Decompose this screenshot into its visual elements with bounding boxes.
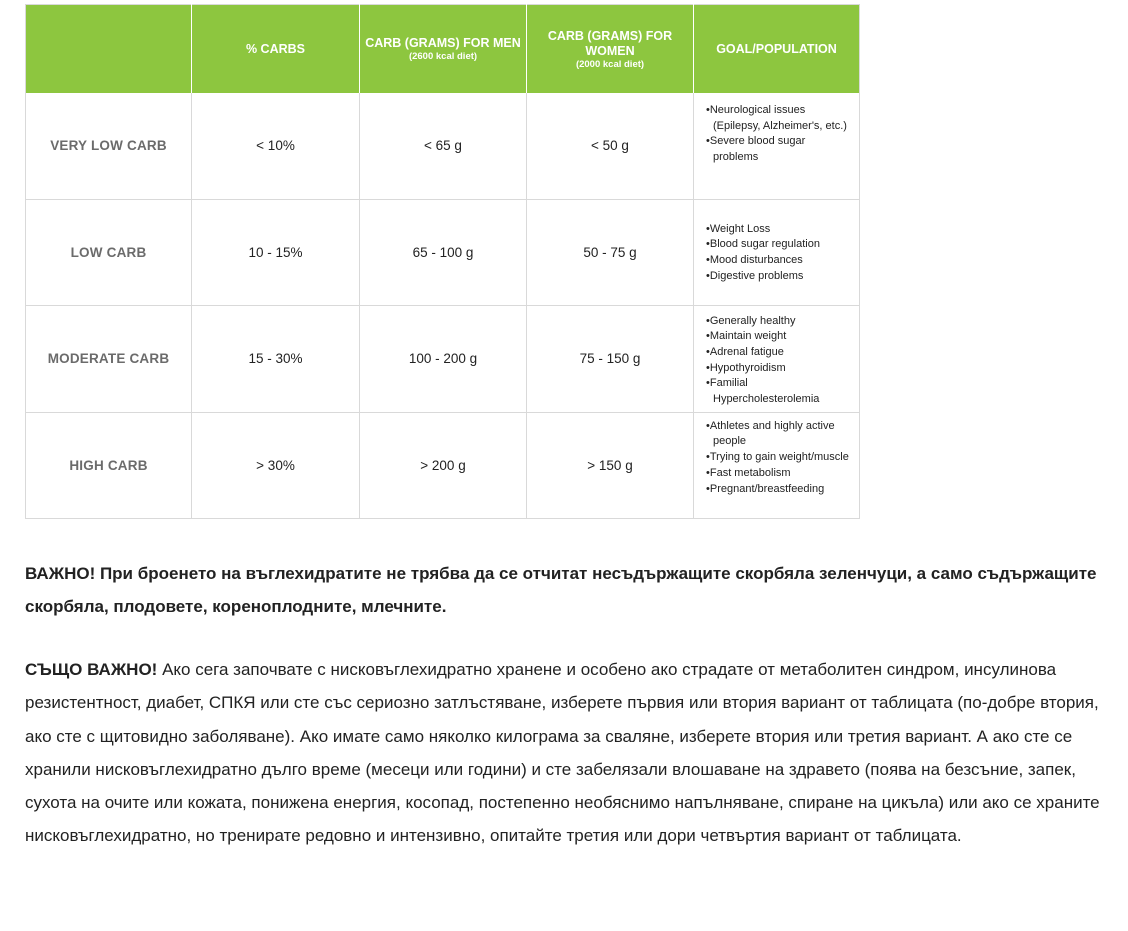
row-women-grams: > 150 g	[527, 412, 694, 518]
goal-item: • Trying to gain weight/muscle	[704, 450, 851, 466]
goal-item: • Digestive problems	[704, 269, 851, 285]
header-carb-women: CARB (GRAMS) FOR WOMEN (2000 kcal diet)	[527, 5, 694, 94]
also-important-label: СЪЩО ВАЖНО!	[25, 660, 158, 679]
goal-item: • Mood disturbances	[704, 253, 851, 269]
header-carb-women-subtitle: (2000 kcal diet)	[575, 58, 645, 70]
header-empty	[26, 5, 192, 94]
table-row	[26, 412, 860, 518]
row-percent: 10 - 15%	[192, 199, 360, 305]
row-women-grams: 50 - 75 g	[527, 199, 694, 305]
goal-item: • Blood sugar regulation	[704, 237, 851, 253]
goal-item: • Hypothyroidism	[704, 361, 851, 377]
row-men-grams: > 200 g	[360, 412, 527, 518]
row-level-label: HIGH CARB	[26, 412, 192, 518]
row-percent: < 10%	[192, 93, 360, 199]
goal-item: • Familial Hypercholesterolemia	[704, 376, 851, 407]
table-header-row	[26, 5, 860, 94]
row-men-grams: < 65 g	[360, 93, 527, 199]
also-important-note	[25, 653, 1115, 853]
row-percent: > 30%	[192, 412, 360, 518]
row-percent: 15 - 30%	[192, 305, 360, 412]
goal-item: • Maintain weight	[704, 329, 851, 345]
row-goals	[694, 412, 860, 518]
also-important-text: Ако сега започвате с нисковъглехидратно хранене и особено ако страдате от метаболитен синдром, инсулинова резистентност, диабет, СПКЯ или сте със сериозно затлъстяване, изберете първия или втория вариант от таблицата (по-добре втория, ако сте с щитовидно заболяване). Ако имате само няколко килограма за сваляне, изберете втория или третия вариант. А ако сте се хранили нисковъглехидратно дълго време (месеци или години) и сте забелязали влошаване на здравето (поява на безсъние, запек, сухота на очите или кожата, понижена енергия, косопад, постепенно необяснимо напълняване, спиране на цикъла) или ако се храните нисковъглехидратно, но тренирате редовно и интензивно, опитайте третия или дори четвъртия вариант от таблицата.	[25, 660, 1100, 846]
row-women-grams: < 50 g	[527, 93, 694, 199]
table-row	[26, 305, 860, 412]
goal-item: • Athletes and highly active people	[704, 419, 851, 450]
goal-item: • Fast metabolism	[704, 466, 851, 482]
header-carb-men-subtitle: (2600 kcal diet)	[408, 51, 478, 62]
header-carb-men: CARB (GRAMS) FOR MEN (2600 kcal diet)	[360, 5, 527, 94]
important-note: ВАЖНО! При броенето на въглехидратите не трябва да се отчитат несъдържащите скорбяла зеленчуци, а само съдържащите скорбяла, плодовете, кореноплодните, млечните.	[25, 564, 1097, 616]
table-row	[26, 199, 860, 305]
row-goals	[694, 93, 860, 199]
goal-item: • Severe blood sugar problems	[704, 134, 851, 165]
goal-item: • Neurological issues (Epilepsy, Alzheimer's, etc.)	[704, 103, 851, 134]
goal-item: • Generally healthy	[704, 314, 851, 330]
goal-item: • Pregnant/breastfeeding	[704, 482, 851, 498]
row-women-grams: 75 - 150 g	[527, 305, 694, 412]
row-men-grams: 65 - 100 g	[360, 199, 527, 305]
carb-intake-table	[25, 4, 860, 519]
header-percent-carbs: % CARBS	[192, 5, 360, 94]
goal-item: • Adrenal fatigue	[704, 345, 851, 361]
row-men-grams: 100 - 200 g	[360, 305, 527, 412]
row-goals	[694, 199, 860, 305]
goal-item: • Weight Loss	[704, 222, 851, 238]
header-goal-population: GOAL/POPULATION	[694, 5, 860, 94]
row-level-label: LOW CARB	[26, 199, 192, 305]
row-level-label: MODERATE CARB	[26, 305, 192, 412]
row-goals	[694, 305, 860, 412]
row-level-label: VERY LOW CARB	[26, 93, 192, 199]
table-row	[26, 93, 860, 199]
